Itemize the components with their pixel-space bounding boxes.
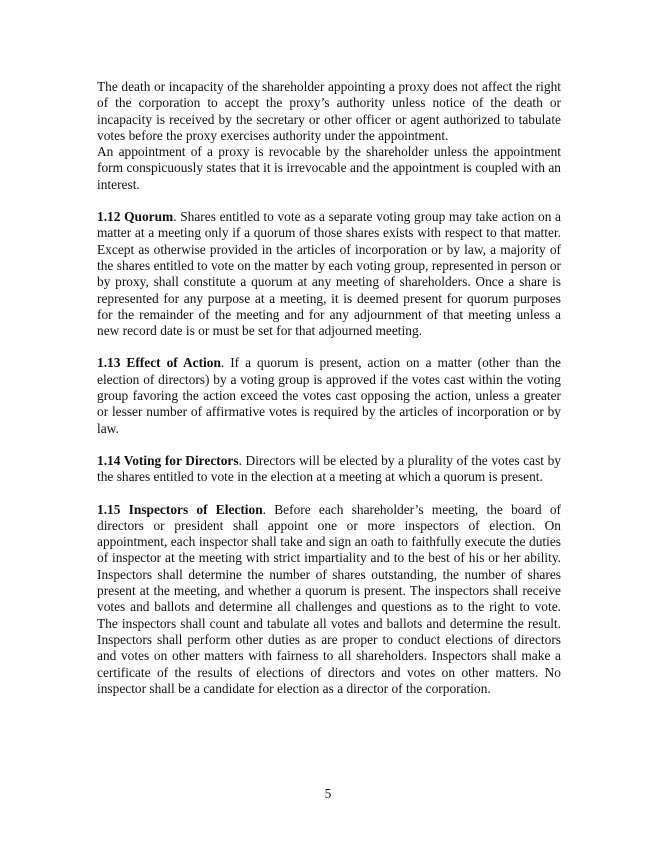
section-heading: 1.14 Voting for Directors: [97, 452, 239, 468]
section-body: . If a quorum is present, action on a matter (other than the election of directors) by a voting group is approved if the votes cast within the voting group favoring the action exceed the votes cast opposing the action, unless a greater or lesser number of affirmative votes is required by the articles of incorporation or by law.: [97, 355, 561, 436]
section-heading: 1.15 Inspectors of Election: [97, 501, 263, 517]
page-content: [97, 79, 561, 697]
section-heading: 1.12 Quorum: [97, 209, 174, 225]
section-1-13-effect-of-action: [97, 355, 561, 436]
section-body: . Shares entitled to vote as a separate voting group may take action on a matter at a meeting only if a quorum of those shares exists with respect to that matter. Except as otherwise provided in the articles of incorporation or by law, a majority of the shares entitled to vote on the matter by each voting group, represented in person or by proxy, shall constitute a quorum at any meeting of shareholders. Once a share is represented for any purpose at a meeting, it is deemed present for quorum purposes for the remainder of the meeting and for any adjournment of that meeting unless a new record date is or must be set for that adjourned meeting.: [97, 209, 561, 339]
intro-paragraph-revocable-proxy: An appointment of a proxy is revocable by the shareholder unless the appointment form conspicuously states that it is irrevocable and the appointment is coupled with an interest.: [97, 144, 561, 192]
section-1-14-voting-for-directors: [97, 453, 561, 486]
section-body: . Directors will be elected by a plurality of the votes cast by the shares entitled to vote in the election at a meeting at which a quorum is present.: [97, 452, 561, 485]
page-number: 5: [324, 786, 332, 801]
section-1-12-quorum: [97, 209, 561, 339]
section-1-15-inspectors-of-election: [97, 502, 561, 698]
section-body: . Before each shareholder’s meeting, the board of directors or president shall appoint one or more inspectors of election. On appointment, each inspector shall take and sign an oath to faithfully execute the duties of inspector at the meeting with strict impartiality and to the best of his or her ability. Inspectors shall determine the number of shares outstanding, the number of shares present at the meeting, and whether a quorum is present. The inspectors shall receive votes and ballots and determine all challenges and questions as to the right to vote. The inspectors shall count and tabulate all votes and ballots and determine the result. Inspectors shall perform other duties as are proper to conduct elections of directors and votes on other matters with fairness to all shareholders. Inspectors shall make a certificate of the results of elections of directors and votes on other matters. No inspector shall be a candidate for election as a director of the corporation.: [97, 501, 561, 696]
section-heading: 1.13 Effect of Action: [97, 355, 221, 371]
intro-paragraph-death-incapacity: The death or incapacity of the shareholder appointing a proxy does not affect the right of the corporation to accept the proxy’s authority unless notice of the death or incapacity is received by the secretary or other officer or agent authorized to tabulate votes before the proxy exercises authority under the appointment.: [97, 79, 561, 143]
